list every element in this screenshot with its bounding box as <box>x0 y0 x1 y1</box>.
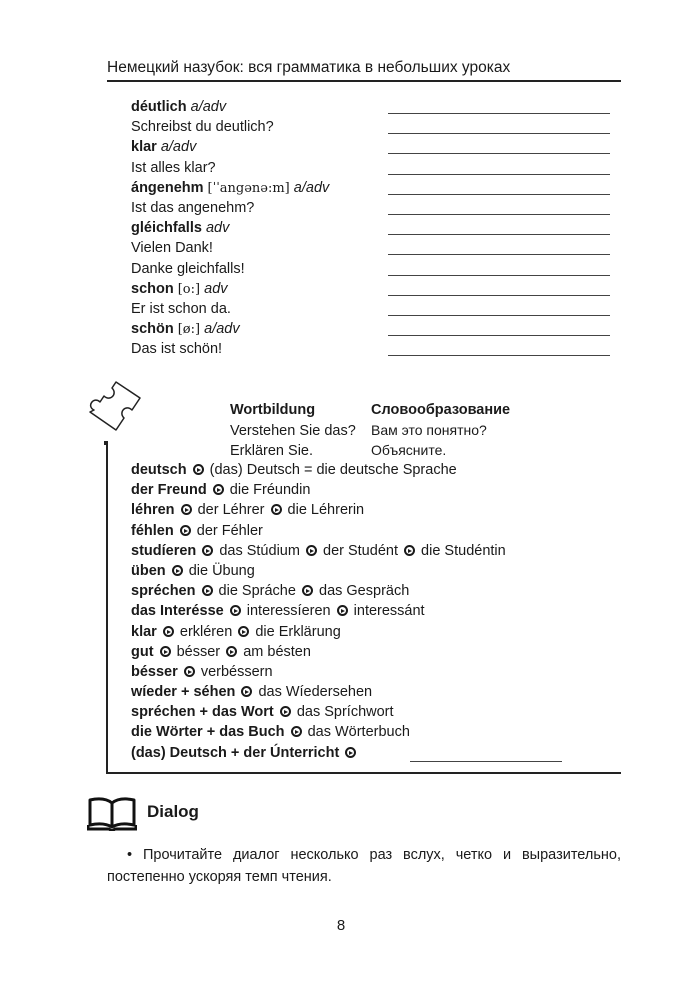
base-word: (das) Deutsch + der Únterricht <box>131 744 340 761</box>
derived-word: das Stúdium <box>219 542 300 559</box>
derived-word: interessíeren <box>246 603 331 620</box>
word-formation-row <box>131 722 611 742</box>
word-formation-list <box>131 460 611 763</box>
answer-line <box>388 234 610 235</box>
derived-word: am bésten <box>243 643 311 660</box>
answer-line <box>388 194 610 195</box>
arrow-circle-icon <box>280 706 291 717</box>
derived-word: interessánt <box>353 603 425 620</box>
vocab-part-of-speech: adv <box>204 280 228 297</box>
vocab-row <box>131 319 621 339</box>
vocab-sentence: Danke gleichfalls! <box>131 260 245 277</box>
vocab-row <box>131 259 621 279</box>
base-word: spréchen <box>131 583 196 600</box>
wortbildung-heading: Wortbildung <box>230 402 316 418</box>
derived-word: die Spráche <box>218 583 296 600</box>
arrow-circle-icon <box>202 545 213 556</box>
arrow-circle-icon <box>306 545 317 556</box>
phrase-de: Verstehen Sie das? <box>230 423 356 440</box>
vocab-row <box>131 158 621 178</box>
derived-word: das Spríchwort <box>296 704 394 721</box>
answer-line <box>388 295 610 296</box>
phrase-de: Erklären Sie. <box>230 443 314 460</box>
word-formation-row <box>131 662 611 682</box>
answer-line <box>388 355 610 356</box>
arrow-circle-icon <box>337 605 348 616</box>
vocab-word: klar <box>131 139 157 156</box>
arrow-circle-icon <box>184 666 195 677</box>
base-word: gut <box>131 643 154 660</box>
vocab-sentence: Ist alles klar? <box>131 159 216 176</box>
vocab-part-of-speech: a/adv <box>190 99 227 115</box>
vocab-part-of-speech: a/adv <box>160 139 197 156</box>
word-formation-row <box>131 743 611 763</box>
base-word: üben <box>131 562 166 579</box>
base-word: deutsch <box>131 462 187 478</box>
arrow-circle-icon <box>271 504 282 515</box>
arrow-circle-icon <box>238 626 249 637</box>
vocab-word: déutlich <box>131 99 187 115</box>
derived-word: erkléren <box>179 623 233 640</box>
word-formation-row <box>131 541 611 561</box>
word-formation-row <box>131 601 611 621</box>
dialog-title: Dialog <box>147 802 199 821</box>
vocab-row <box>131 198 621 218</box>
vocab-sentence: Ist das angenehm? <box>131 199 255 216</box>
derived-word: die Fréundin <box>229 482 311 499</box>
base-word: léhren <box>131 502 175 519</box>
frame-left-rule <box>106 443 108 773</box>
derived-word: die Erklärung <box>255 623 341 640</box>
answer-line <box>410 761 562 762</box>
base-word: die Wörter + das Buch <box>131 724 285 741</box>
vocab-word: schön <box>131 321 174 338</box>
phrase-ru: Объясните. <box>371 442 447 459</box>
answer-line <box>388 275 610 276</box>
vocab-row <box>131 117 621 137</box>
answer-line <box>388 133 610 134</box>
vocab-transcription: [o:] <box>177 281 201 297</box>
answer-line <box>388 315 610 316</box>
arrow-circle-icon <box>160 646 171 657</box>
arrow-circle-icon <box>302 585 313 596</box>
derived-word: die Léhrerin <box>287 502 365 519</box>
vocab-word: gléichfalls <box>131 220 202 237</box>
base-word: wíeder + séhen <box>131 684 236 701</box>
vocab-row <box>131 137 621 157</box>
base-word: féhlen <box>131 522 174 539</box>
answer-line <box>388 174 610 175</box>
vocab-sentence: Schreibst du deutlich? <box>131 119 274 136</box>
derived-word: das Gespräch <box>319 583 410 600</box>
vocab-row <box>131 279 621 299</box>
header-rule <box>107 80 621 82</box>
vocab-sentence: Das ist schön! <box>131 341 223 358</box>
arrow-circle-icon <box>172 565 183 576</box>
base-word: klar <box>131 623 157 640</box>
word-formation-row <box>131 480 611 500</box>
running-header: Немецкий назубок: вся грамматика в небольших уроках <box>107 59 511 76</box>
open-book-icon <box>87 795 137 831</box>
base-word: studíeren <box>131 542 197 559</box>
vocab-part-of-speech: a/adv <box>204 321 240 338</box>
derived-word: der Léhrer <box>197 502 265 519</box>
arrow-circle-icon <box>404 545 415 556</box>
word-formation-row <box>131 682 611 702</box>
derived-word: das Wíedersehen <box>258 684 373 701</box>
vocab-sentence: Er ist schon da. <box>131 300 231 317</box>
derived-word: der Studént <box>323 542 398 559</box>
vocab-part-of-speech: adv <box>205 220 230 237</box>
vocab-row <box>131 97 621 117</box>
arrow-circle-icon <box>345 747 356 758</box>
word-formation-row <box>131 521 611 541</box>
arrow-circle-icon <box>291 726 302 737</box>
base-word: bésser <box>131 663 178 680</box>
arrow-circle-icon <box>241 686 252 697</box>
derived-word: die Übung <box>188 562 255 579</box>
derived-word: (das) Deutsch = die deutsche Sprache <box>209 462 457 478</box>
base-word: das Interésse <box>131 603 224 620</box>
arrow-circle-icon <box>163 626 174 637</box>
base-word: der Freund <box>131 482 207 499</box>
puzzle-piece-icon <box>86 368 148 440</box>
vocab-row <box>131 218 621 238</box>
slovoobrazovanie-heading: Словообразование <box>371 402 511 418</box>
derived-word: die Studéntin <box>421 542 506 559</box>
answer-line <box>388 254 610 255</box>
vocab-transcription: [ø:] <box>177 322 201 338</box>
vocab-part-of-speech: a/adv <box>293 179 330 196</box>
answer-line <box>388 153 610 154</box>
arrow-circle-icon <box>213 484 224 495</box>
word-formation-row <box>131 622 611 642</box>
derived-word: das Wörterbuch <box>307 724 410 741</box>
word-formation-row <box>131 561 611 581</box>
derived-word: der Féhler <box>196 522 263 539</box>
derived-word: verbéssern <box>200 663 273 680</box>
dialog-instruction: • Прочитайте диалог несколько раз вслух, четко и выразительно, постепенно ускоряя темп чтения. <box>107 847 621 885</box>
frame-bottom-rule <box>106 772 621 774</box>
vocab-transcription: [ˈˈangənə:m] <box>207 180 290 196</box>
arrow-circle-icon <box>202 585 213 596</box>
phrase-ru: Вам это понятно? <box>371 422 487 439</box>
vocab-sentence: Vielen Dank! <box>131 240 213 257</box>
word-formation-row <box>131 581 611 601</box>
arrow-circle-icon <box>226 646 237 657</box>
word-formation-row <box>131 460 611 480</box>
arrow-circle-icon <box>193 464 204 475</box>
vocab-word: schon <box>131 280 174 297</box>
wortbildung-block <box>230 400 510 461</box>
answer-line <box>388 335 610 336</box>
word-formation-row <box>131 642 611 662</box>
answer-line <box>388 214 610 215</box>
vocab-row <box>131 339 621 359</box>
vocab-row <box>131 178 621 198</box>
vocab-row <box>131 238 621 258</box>
arrow-circle-icon <box>230 605 241 616</box>
vocabulary-list <box>131 97 621 359</box>
page-number: 8 <box>336 917 346 934</box>
arrow-circle-icon <box>181 504 192 515</box>
word-formation-row <box>131 500 611 520</box>
vocab-word: ángenehm <box>131 179 204 196</box>
vocab-row <box>131 299 621 319</box>
word-formation-row <box>131 702 611 722</box>
derived-word: bésser <box>176 643 221 660</box>
answer-line <box>388 113 610 114</box>
arrow-circle-icon <box>180 525 191 536</box>
base-word: spréchen + das Wort <box>131 704 274 721</box>
